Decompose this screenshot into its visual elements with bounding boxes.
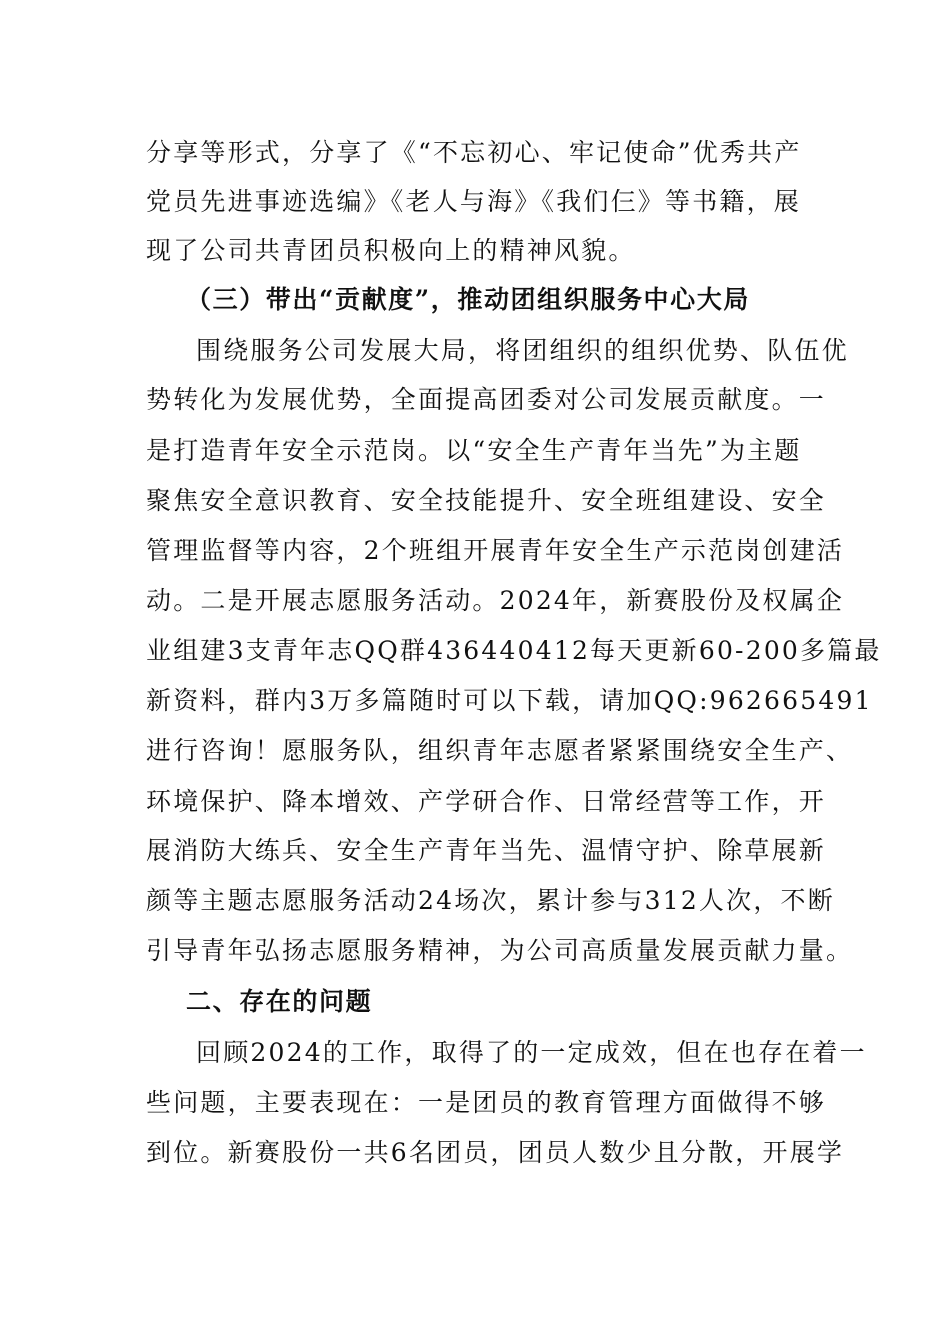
body-line-16: 颜等主题志愿服务活动24场次，累计参与312人次，不断 bbox=[146, 886, 835, 915]
body-line-21: 到位。新赛股份一共6名团员，团员人数少且分散，开展学 bbox=[146, 1138, 845, 1167]
body-line-19: 回顾2024的工作，取得了的一定成效，但在也存在着一 bbox=[196, 1038, 867, 1067]
section-heading-3: （三）带出“贡献度”，推动团组织服务中心大局 bbox=[186, 285, 750, 314]
body-line-9: 管理监督等内容，2个班组开展青年安全生产示范岗创建活 bbox=[146, 536, 845, 565]
section-heading-2: 二、存在的问题 bbox=[186, 987, 373, 1016]
body-line-2: 党员先进事迹选编》《老人与海》《我们仨》等书籍，展 bbox=[146, 187, 802, 216]
body-line-8: 聚焦安全意识教育、安全技能提升、安全班组建设、安全 bbox=[146, 486, 827, 515]
body-line-12: 新资料，群内3万多篇随时可以下载，请加QQ:962665491 bbox=[146, 686, 873, 715]
body-line-13: 进行咨询！愿服务队，组织青年志愿者紧紧围绕安全生产、 bbox=[146, 736, 854, 765]
body-line-5: 围绕服务公司发展大局，将团组织的组织优势、队伍优 bbox=[196, 336, 849, 365]
body-line-6: 势转化为发展优势，全面提高团委对公司发展贡献度。一 bbox=[146, 385, 827, 414]
body-line-10: 动。二是开展志愿服务活动。2024年，新赛股份及权属企 bbox=[146, 586, 845, 615]
body-line-14: 环境保护、降本增效、产学研合作、日常经营等工作，开 bbox=[146, 787, 827, 816]
body-line-11: 业组建3支青年志QQ群436440412每天更新60-200多篇最 bbox=[146, 636, 882, 665]
body-line-3: 现了公司共青团员积极向上的精神风貌。 bbox=[146, 236, 636, 265]
body-line-7: 是打造青年安全示范岗。以“安全生产青年当先”为主题 bbox=[146, 436, 802, 465]
body-line-20: 些问题，主要表现在：一是团员的教育管理方面做得不够 bbox=[146, 1088, 827, 1117]
body-line-17: 引导青年弘扬志愿服务精神，为公司高质量发展贡献力量。 bbox=[146, 936, 854, 965]
body-line-1: 分享等形式，分享了《“不忘初心、牢记使命”优秀共产 bbox=[146, 138, 802, 167]
body-line-15: 展消防大练兵、安全生产青年当先、温情守护、除草展新 bbox=[146, 836, 827, 865]
